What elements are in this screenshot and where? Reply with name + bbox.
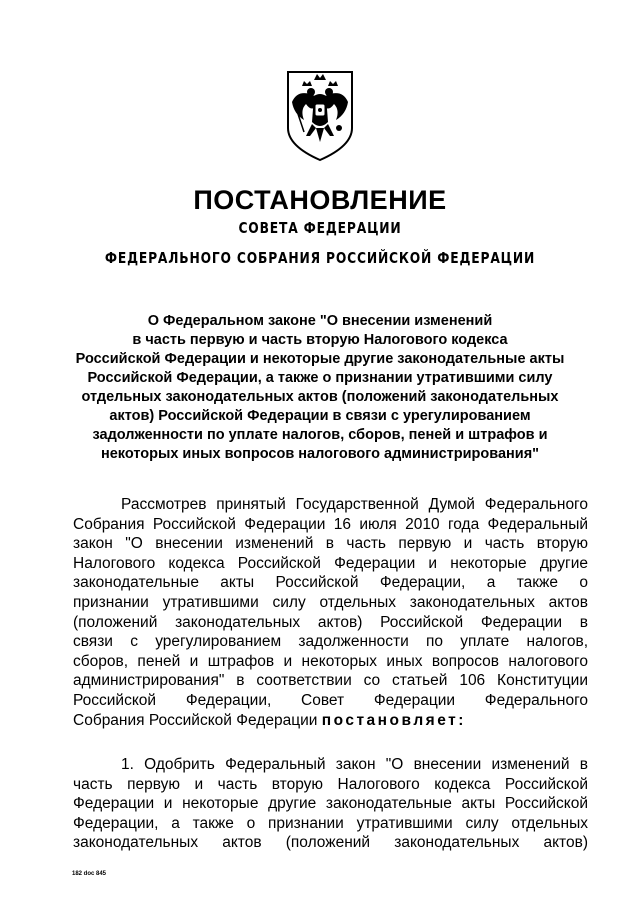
paragraph-line: Российской Федерации, Совет Федерации Федерального <box>73 691 588 709</box>
paragraph-line: администрирования" в соответствии со статьей 106 Конституции <box>73 672 588 690</box>
last-line-text: Собрания Российской Федерации <box>73 711 322 729</box>
preamble-paragraph <box>73 495 588 730</box>
subject-heading <box>40 312 600 464</box>
subject-line: отдельных законодательных актов (положений законодательных <box>81 389 559 405</box>
coat-of-arms-icon <box>284 70 356 162</box>
paragraph-line: закон "О внесении изменений в часть первую и часть вторую <box>73 535 588 553</box>
document-title: ПОСТАНОВЛЕНИЕ <box>193 185 447 215</box>
document-code: 182 doc 845 <box>72 871 107 877</box>
paragraph-line: признании утратившими силу отдельных законодательных актов <box>73 593 588 611</box>
subject-line: Российской Федерации, а также о признании утратившими силу <box>87 370 553 386</box>
subject-line: некоторых иных вопросов налогового администрирования" <box>100 446 540 462</box>
subject-line: актов) Российской Федерации в связи с урегулированием <box>109 408 531 424</box>
paragraph-line: Федерации, а также о признании утратившими силу отдельных <box>73 814 588 832</box>
resolution-paragraph-1 <box>73 755 588 853</box>
subject-line: задолженности по уплате налогов, сборов, пеней и штрафов и <box>92 427 548 443</box>
paragraph-line: (положений законодательных актов) Российской Федерации в <box>73 613 588 631</box>
paragraph-line: законодательные акты Российской Федерации, а также о <box>73 574 588 592</box>
paragraph-line: Рассмотрев принятый Государственной Думой Федерального <box>121 496 588 513</box>
paragraph-line: часть первую и часть вторую Налогового кодекса Российской <box>73 775 588 793</box>
subject-line: в часть первую и часть вторую Налогового кодекса <box>132 332 508 348</box>
paragraph-line: Федерации и некоторые другие законодательные акты Российской <box>73 795 588 813</box>
paragraph-line: сборов, пеней и штрафов и некоторых иных вопросов налогового <box>73 652 588 670</box>
paragraph-line: Налогового кодекса Российской Федерации и некоторые другие <box>73 554 588 572</box>
subject-line: О Федеральном законе "О внесении изменений <box>147 313 493 329</box>
paragraph-line: законодательных актов (положений законодательных актов) <box>73 834 588 852</box>
paragraph-line: Собрания Российской Федерации 16 июля 2010 года Федеральный <box>73 515 588 533</box>
paragraph-line: 1. Одобрить Федеральный закон "О внесении изменений в <box>121 756 588 773</box>
paragraph-last-line <box>73 711 588 731</box>
subject-line: Российской Федерации и некоторые другие законодательные акты <box>75 351 565 367</box>
resolution-keyword: постановляет: <box>321 711 466 729</box>
issuer-line-1: СОВЕТА ФЕДЕРАЦИИ <box>238 219 402 237</box>
issuer-line-2: ФЕДЕРАЛЬНОГО СОБРАНИЯ РОССИЙСКОЙ ФЕДЕРАЦИИ <box>104 249 536 267</box>
paragraph-line: связи с урегулированием задолженности по уплате налогов, <box>73 633 588 651</box>
